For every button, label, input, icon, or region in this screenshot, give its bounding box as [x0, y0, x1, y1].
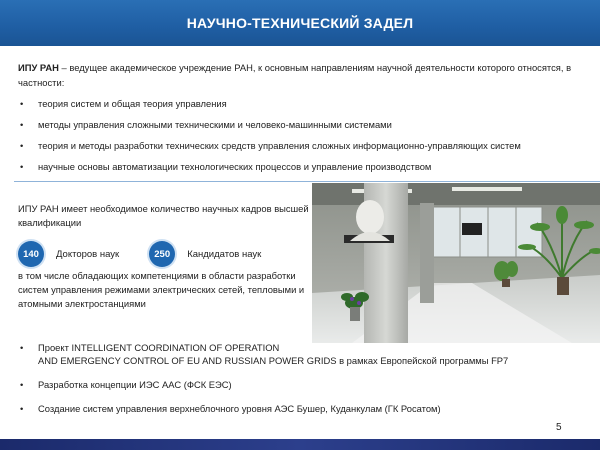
staff-stats: [18, 237, 308, 271]
list-item: • Создание систем управления верхнеблочного уровня АЭС Бушер, Куданкулам (ГК Росатом): [18, 402, 578, 415]
intro-text: – ведущее академическое учреждение РАН, к основным направлениям научной деятельности которого относятся, в частности:: [18, 62, 572, 88]
page-title: НАУЧНО-ТЕХНИЧЕСКИЙ ЗАДЕЛ: [186, 15, 414, 31]
doctors-count-badge: 140: [18, 241, 44, 267]
list-item: • теория систем и общая теория управления: [18, 97, 593, 118]
project-line: AND EMERGENCY CONTROL OF EU AND RUSSIAN POWER GRIDS в рамках Европейской программы FP7: [38, 355, 509, 366]
list-item: • методы управления сложными техническими и человеко-машинными системами: [18, 118, 593, 139]
directions-list: [18, 97, 593, 181]
list-item: • научные основы автоматизации технологических процессов и управление производством: [18, 160, 593, 181]
competence-text: в том числе обладающих компетенциями в области разработки систем управления режимами электрических сетей, тепловыми и атомными электростанциями: [18, 270, 305, 309]
section-divider: [14, 181, 600, 182]
list-item: [18, 341, 578, 367]
footer-bar: [0, 439, 600, 450]
org-name: ИПУ РАН: [18, 62, 59, 73]
staff-text: ИПУ РАН имеет необходимое количество научных кадров высшей квалификации: [18, 203, 309, 228]
list-item: • Разработка концепции ИЭС ААС (ФСК ЕЭС): [18, 378, 578, 391]
candidates-label: Кандидатов наук: [187, 248, 262, 260]
doctors-label: Докторов наук: [56, 248, 120, 260]
project-line: Проект INTELLIGENT COORDINATION OF OPERATION: [38, 342, 280, 353]
header-bar: [0, 0, 600, 46]
candidates-count-badge: 250: [149, 241, 175, 267]
page-number: 5: [556, 422, 562, 433]
intro-paragraph: [18, 60, 590, 90]
list-item: • теория и методы разработки технических средств управления сложных информационно-управляющих систем: [18, 139, 593, 160]
hall-photo: [312, 183, 600, 343]
projects-list: [18, 341, 578, 426]
